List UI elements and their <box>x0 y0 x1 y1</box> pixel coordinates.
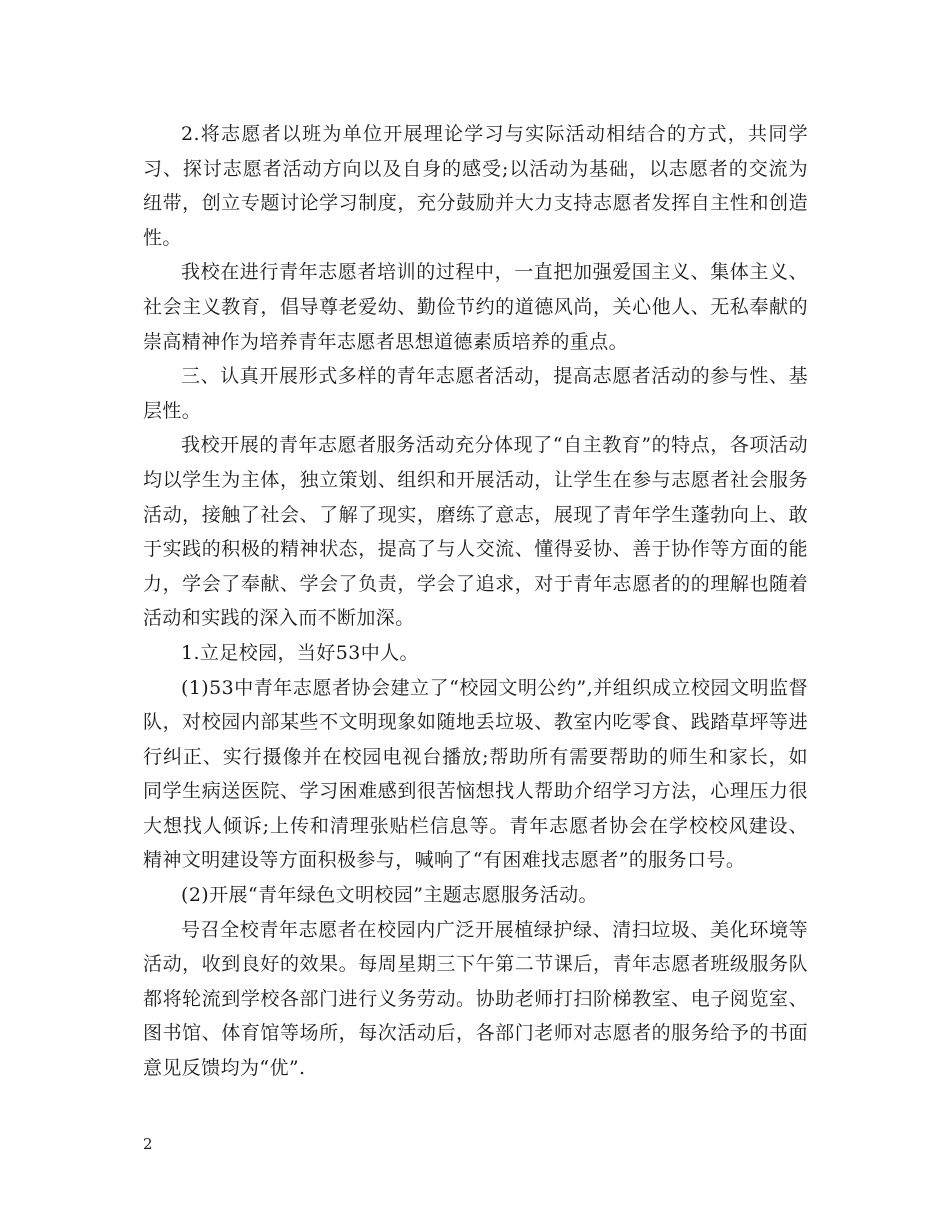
paragraph-moral-education: 我校在进行青年志愿者培训的过程中，一直把加强爱国主义、集体主义、社会主义教育，倡导尊老爱幼、勤俭节约的道德风尚，关心他人、无私奉献的崇高精神作为培养青年志愿者思想道德素质培养的重点。 <box>143 261 808 353</box>
subheading-campus: 1.立足校园，当好53中人。 <box>181 641 419 664</box>
paragraph-green-activities: 号召全校青年志愿者在校园内广泛开展植绿护绿、清扫垃圾、美化环境等活动，收到良好的效果。每周星期三下午第二节课后，青年志愿者班级服务队都将轮流到学校各部门进行义务劳动。协助老师打扫阶梯教室、电子阅览室、图书馆、体育馆等场所，每次活动后，各部门老师对志愿者的服务给予的书面意见反馈均为“优”. <box>143 918 808 1080</box>
section-heading-activities: 三、认真开展形式多样的青年志愿者活动，提高志愿者活动的参与性、基层性。 <box>143 365 808 422</box>
subheading-green-campus: (2)开展“青年绿色文明校园”主题志愿服务活动。 <box>181 884 598 907</box>
document-body <box>143 117 808 1086</box>
paragraph-volunteer-study: 2.将志愿者以班为单位开展理论学习与实际活动相结合的方式，共同学习、探讨志愿者活动方向以及自身的感受;以活动为基础，以志愿者的交流为纽带，创立专题讨论学习制度，充分鼓励并大力支持志愿者发挥自主性和创造性。 <box>143 123 808 249</box>
paragraph-civility-pact: (1)53中青年志愿者协会建立了“校园文明公约”,并组织成立校园文明监督队，对校园内部某些不文明现象如随地丢垃圾、教室内吃零食、践踏草坪等进行纠正、实行摄像并在校园电视台播放;帮助所有需要帮助的师生和家长，如同学生病送医院、学习困难感到很苦恼想找人帮助介绍学习方法，心理压力很大想找人倾诉;上传和清理张贴栏信息等。青年志愿者协会在学校校风建设、精神文明建设等方面积极参与，喊响了“有困难找志愿者”的服务口号。 <box>143 676 808 872</box>
paragraph-self-education: 我校开展的青年志愿者服务活动充分体现了“自主教育”的特点，各项活动均以学生为主体，独立策划、组织和开展活动，让学生在参与志愿者社会服务活动，接触了社会、了解了现实，磨练了意志，展现了青年学生蓬勃向上、敢于实践的积极的精神状态，提高了与人交流、懂得妥协、善于协作等方面的能力，学会了奉献、学会了负责，学会了追求，对于青年志愿者的的理解也随着活动和实践的深入而不断加深。 <box>143 434 808 630</box>
page-number: 2 <box>143 1135 153 1153</box>
